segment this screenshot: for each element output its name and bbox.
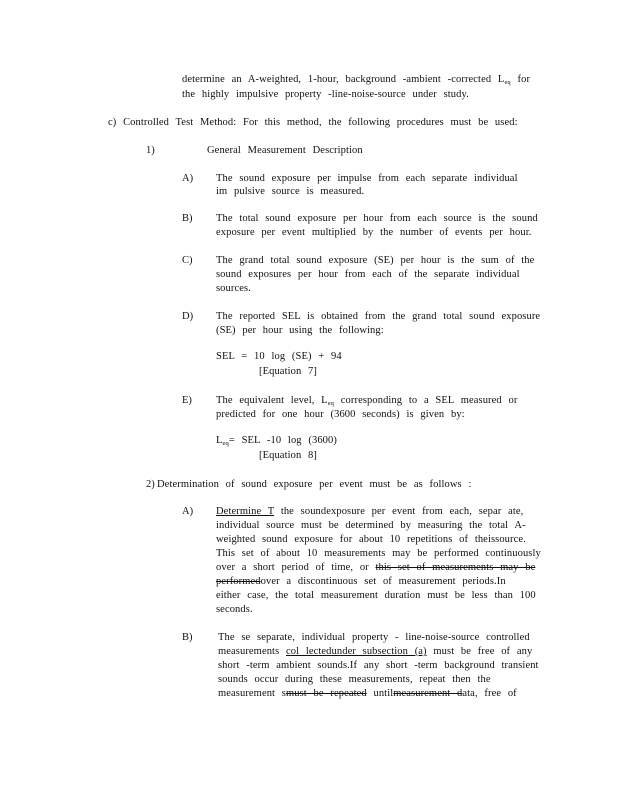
item-1c-letter: C) — [182, 255, 193, 266]
item-2a-line-1: Determine T the soundexposure per event from each, separ ate, — [216, 506, 524, 517]
item-2b-line-4: sounds occur during these measurements, repeat then the — [218, 674, 491, 685]
item-2-title: Determination of sound exposure per event must be as follows : — [157, 479, 472, 490]
item-1a-line-2: im pulsive source is measured. — [216, 186, 365, 197]
section-c-heading: c) Controlled Test Method: For this method, the following procedures must be used: — [108, 117, 518, 128]
item-1a-letter: A) — [182, 173, 194, 184]
item-2b-line-2: measurements col lectedunder subsection (a) must be free of any — [218, 646, 533, 657]
item-2a-line-7: either case, the total measurement duration must be less than 100 — [216, 590, 536, 601]
item-2-number: 2) — [146, 479, 155, 490]
intro-line-2: the highly impulsive property -line-noise-source under study. — [182, 89, 469, 100]
equation-7: SEL = 10 log (SE) + 94 — [216, 351, 342, 362]
item-1c-line-1: The grand total sound exposure (SE) per hour is the sum of the — [216, 255, 535, 266]
item-1-number: 1) — [146, 145, 155, 156]
equation-8: $L_{eq}=$ SEL -10 log (3600) — [216, 435, 337, 447]
equation-7-label: [Equation 7] — [259, 366, 317, 377]
item-1d-line-2: (SE) per hour using the following: — [216, 325, 384, 336]
item-1c-line-2: sound exposures per hour from each of the separate individual — [216, 269, 520, 280]
intro-line-1: determine an A-weighted, 1-hour, background -ambient -corrected $L_{eq}$ for — [182, 74, 531, 86]
item-2b-letter: B) — [182, 632, 193, 643]
item-2a-letter: A) — [182, 506, 194, 517]
item-2b-line-1: The se separate, individual property - line-noise-source controlled — [218, 632, 530, 643]
item-1b-line-1: The total sound exposure per hour from each source is the sound — [216, 213, 538, 224]
item-2a-line-5: over a short period of time, or this set of measurements may be — [216, 562, 536, 573]
item-1b-letter: B) — [182, 213, 193, 224]
item-1e-line-1: The equivalent level, $L_{eq}$ corresponding to a SEL measured or — [216, 395, 518, 407]
item-2a-line-3: weighted sound exposure for about 10 repetitions of theissource. — [216, 534, 526, 545]
item-1c-line-3: sources. — [216, 283, 251, 294]
item-2a-line-8: seconds. — [216, 604, 253, 615]
item-1d-letter: D) — [182, 311, 194, 322]
item-2a-line-4: This set of about 10 measurements may be performed continuously — [216, 548, 541, 559]
item-2a-line-2: individual source must be determined by measuring the total A- — [216, 520, 526, 531]
item-2b-line-3: short -term ambient sounds.If any short -term background transient — [218, 660, 539, 671]
equation-8-label: [Equation 8] — [259, 450, 317, 461]
item-1-title: General Measurement Description — [207, 145, 363, 156]
item-1b-line-2: exposure per event multiplied by the number of events per hour. — [216, 227, 532, 238]
item-1a-line-1: The sound exposure per impulse from each separate individual — [216, 173, 518, 184]
item-2a-line-6: performedover a discontinuous set of measurement periods.In — [216, 576, 506, 587]
item-2b-line-5: measurement smust be repeated untilmeasurement data, free of — [218, 688, 517, 699]
item-1d-line-1: The reported SEL is obtained from the grand total sound exposure — [216, 311, 541, 322]
item-1e-letter: E) — [182, 395, 192, 406]
item-1e-line-2: predicted for one hour (3600 seconds) is given by: — [216, 409, 465, 420]
